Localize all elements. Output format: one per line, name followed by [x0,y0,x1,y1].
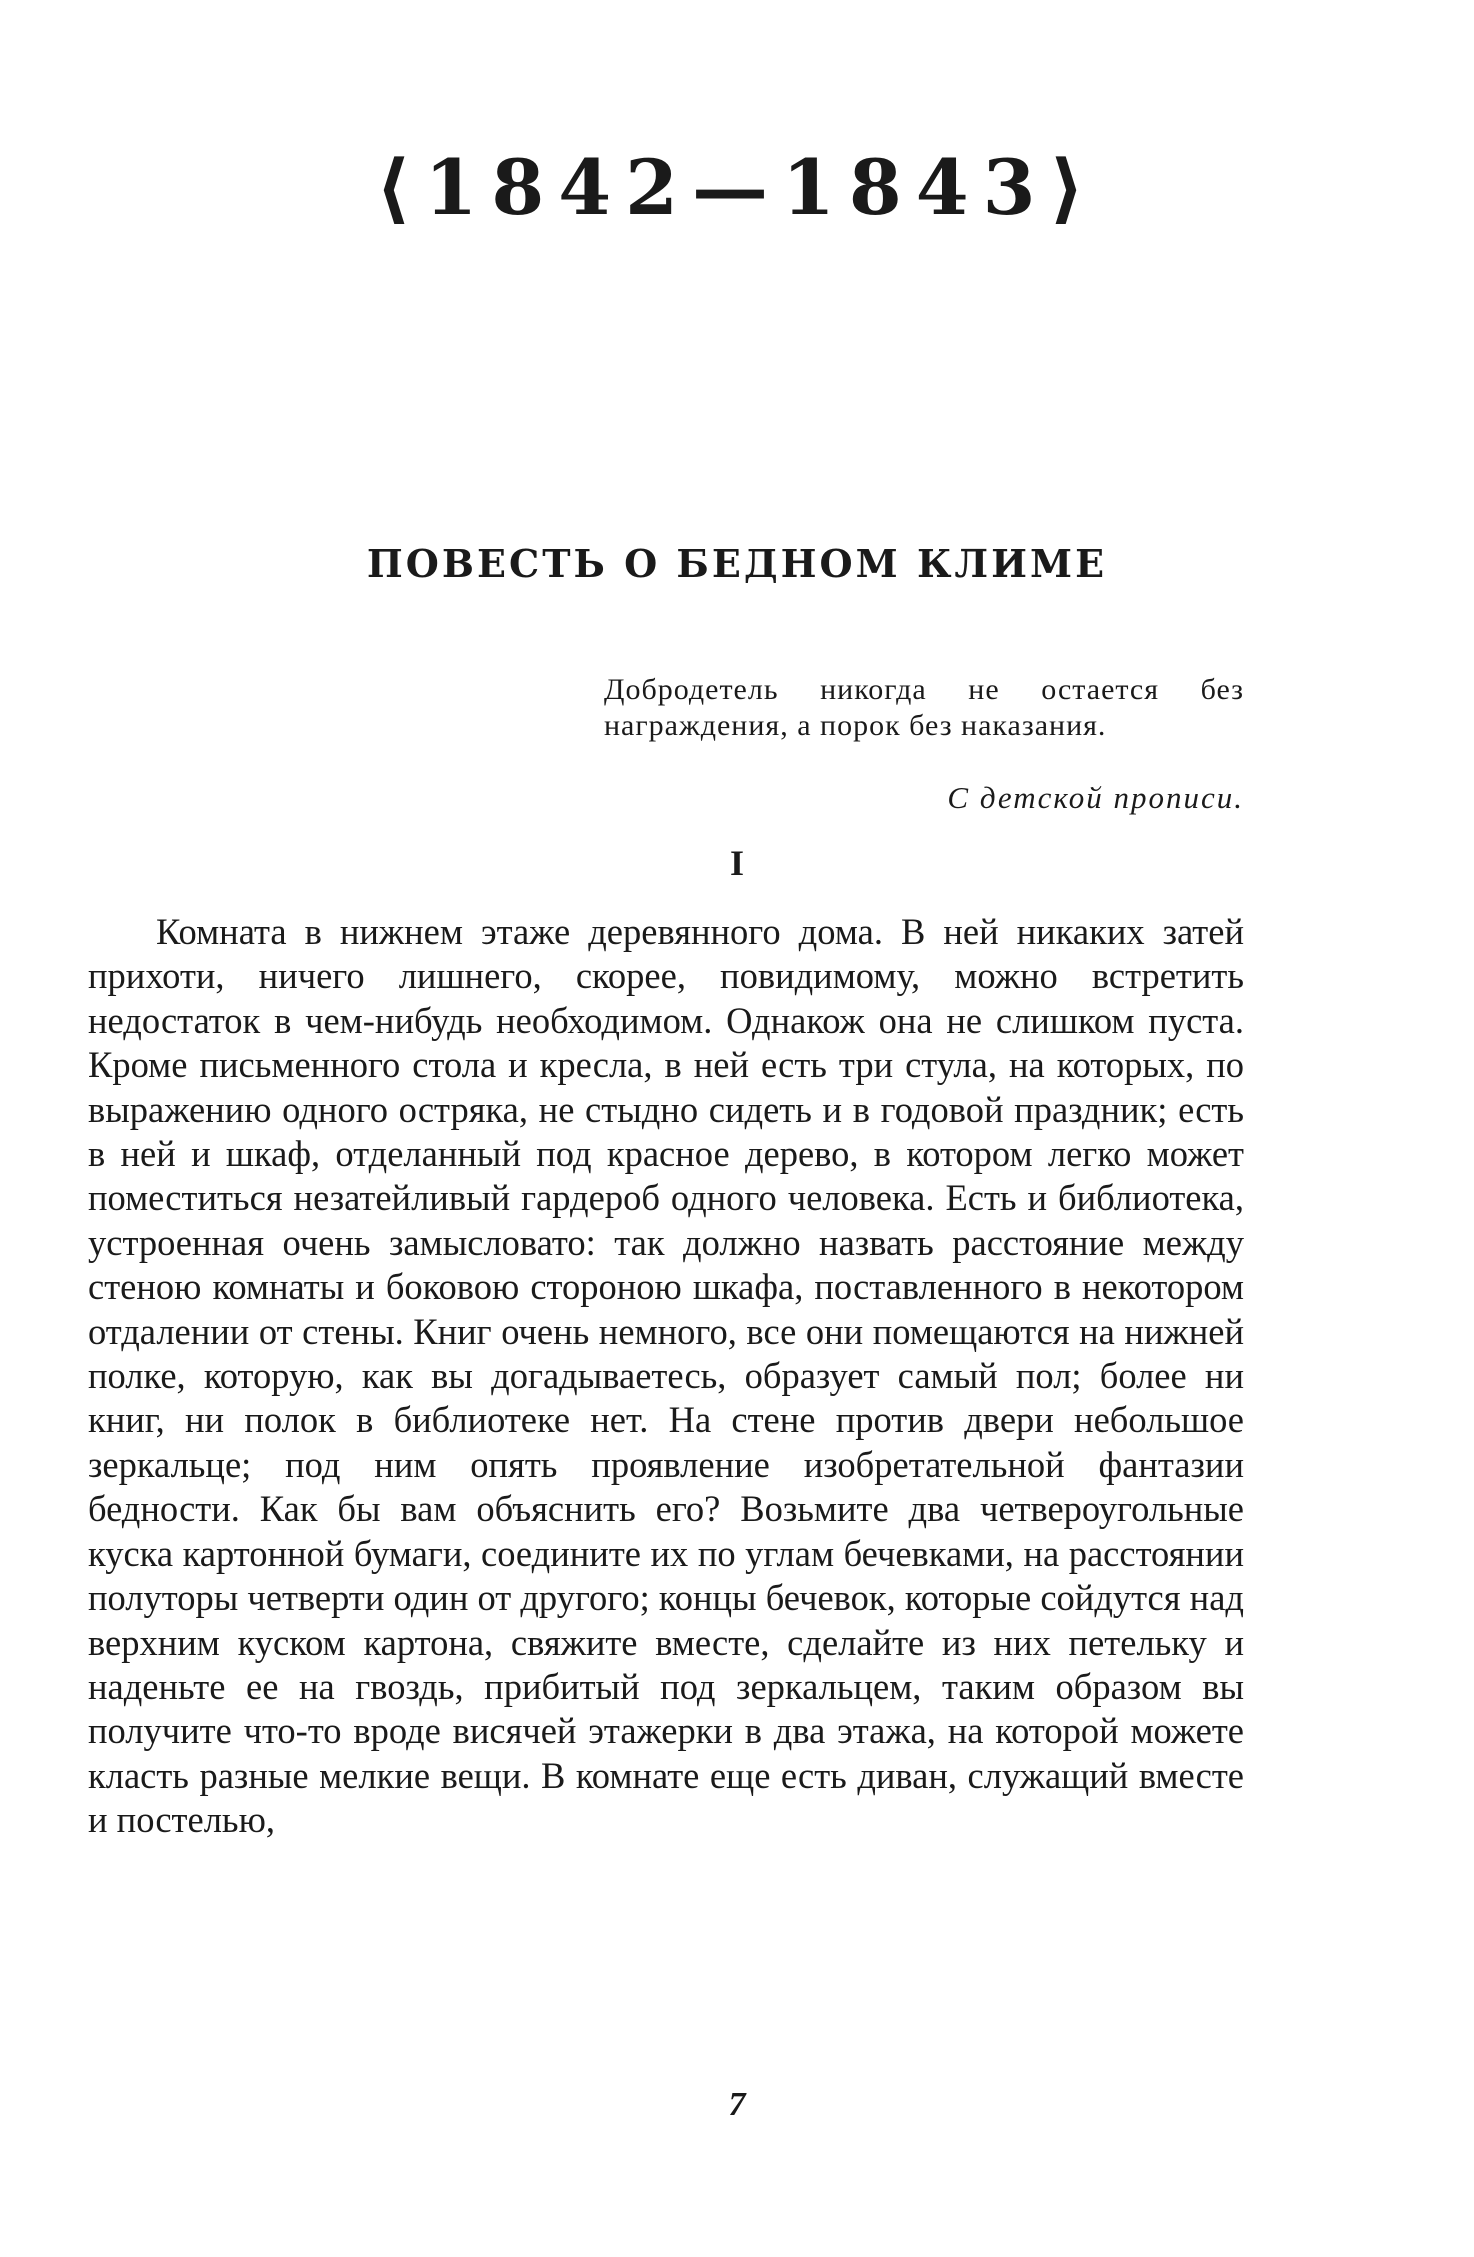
epigraph-source: С детской прописи. [947,780,1244,815]
years-heading: ⟨1842—1843⟩ [375,143,1099,232]
page-number: 7 [728,2086,746,2123]
epigraph-text: Добродетель никогда не остается без награждения, а порок без наказания. [604,673,1244,742]
chapter-number: I [729,843,744,883]
story-title: ПОВЕСТЬ О БЕДНОМ КЛИМЕ [366,541,1108,586]
body-paragraph: Комната в нижнем этаже деревянного дома. В ней никаких затей прихоти, ничего лишнего, скорее, повидимому, можно встретить недостаток в чем-нибудь необходимом. Однакож она не слишком пуста. Кроме письменного стола и кресла, в ней есть три стула, на которых, по выражению одного остряка, не стыдно сидеть и в годовой праздник; есть в ней и шкаф, отделанный под красное дерево, в котором легко может поместиться незатейливый гардероб одного человека. Есть и библиотека, устроенная очень замысловато: так должно назвать расстояние между стеною комнаты и боковою стороною шкафа, поставленного в некотором отдалении от стены. Книг очень немного, все они помещаются на нижней полке, которую, как вы догадываетесь, образует самый пол; более ни книг, ни полок в библиотеке нет. На стене против двери небольшое зеркальце; под ним опять проявление изобретательной фантазии бедности. Как бы вам объяснить его? Возьмите два четвероугольные куска картонной бумаги, соедините их по углам бечевками, на расстоянии полуторы четверти один от другого; концы бечевок, которые сойдутся над верхним куском картона, свяжите вместе, сделайте из них петельку и наденьте ее на гвоздь, прибитый под зеркальцем, таким образом вы получите что-то вроде висячей этажерки в два этажа, на которой можете класть разные мелкие вещи. В комнате еще есть диван, служащий вместе и постелью, [88,911,1244,1841]
